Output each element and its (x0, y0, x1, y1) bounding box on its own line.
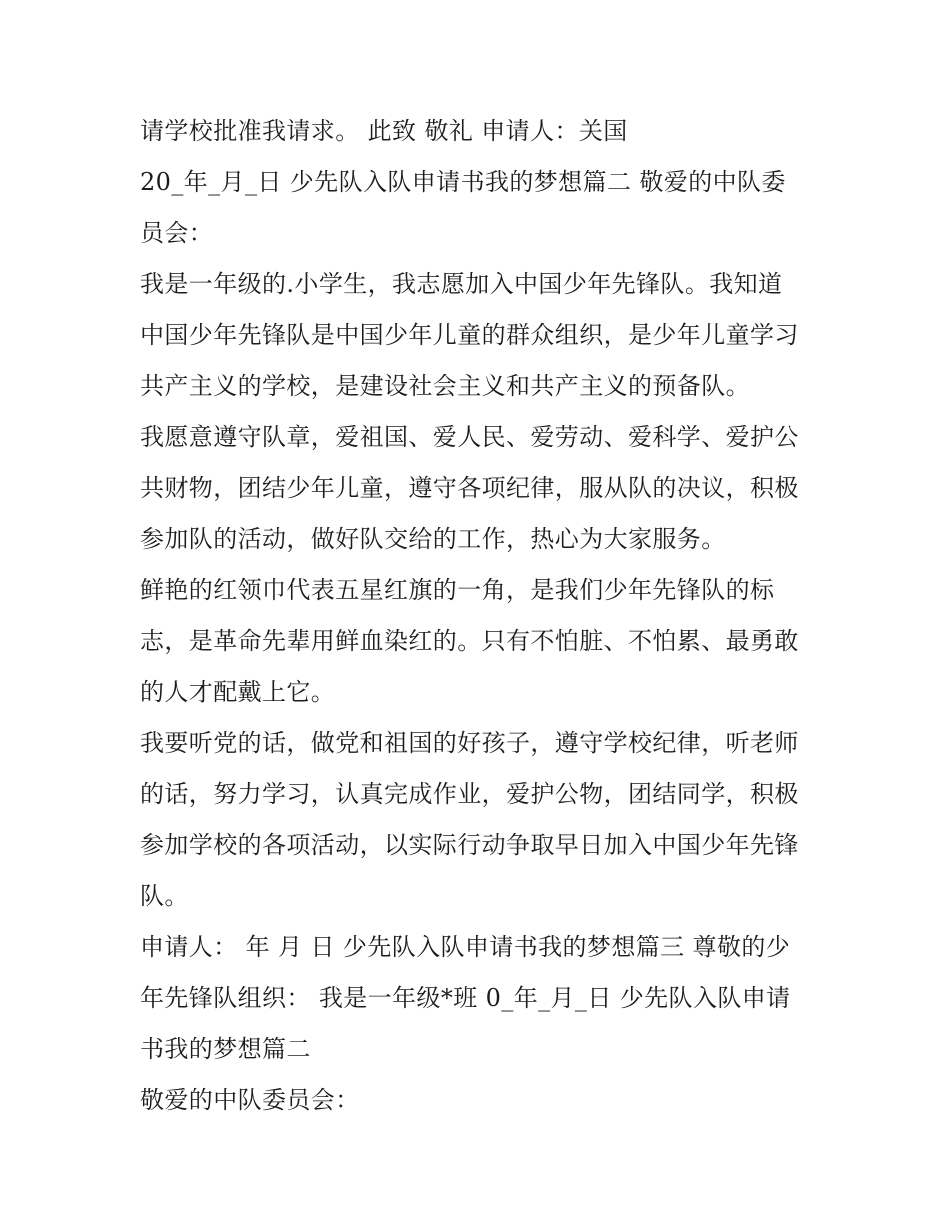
text-line: 共财物，团结少年儿童，遵守各项纪律，服从队的决议，积极 (140, 474, 799, 502)
text-line: 我愿意遵守队章，爱祖国、爱人民、爱劳动、爱科学、爱护公 (140, 423, 799, 451)
text-line: 参加队的活动，做好队交给的工作，热心为大家服务。 (140, 525, 726, 553)
text-line: 20_年_月_日 少先队入队申请书我的梦想篇二 敬爱的中队委 (140, 168, 786, 196)
text-line: 我要听党的话，做党和祖国的好孩子，遵守学校纪律，听老师 (140, 729, 799, 757)
text-line: 鲜艳的红领巾代表五星红旗的一角，是我们少年先锋队的标 (140, 576, 775, 604)
text-line: 参加学校的各项活动，以实际行动争取早日加入中国少年先锋 (140, 831, 799, 859)
text-line: 志，是革命先辈用鲜血染红的。只有不怕脏、不怕累、最勇敢 (140, 627, 799, 655)
text-line: 年先锋队组织： 我是一年级*班 0_年_月_日 少先队入队申请 (140, 984, 791, 1012)
text-line: 书我的梦想篇二 (140, 1035, 311, 1063)
text-line: 队。 (140, 882, 189, 910)
text-line: 员会： (140, 219, 214, 247)
text-line: 中国少年先锋队是中国少年儿童的群众组织，是少年儿童学习 (140, 321, 799, 349)
text-line: 共产主义的学校，是建设社会主义和共产主义的预备队。 (140, 372, 750, 400)
document-body (140, 106, 820, 1126)
text-line: 请学校批准我请求。 此致 敬礼 申请人：关国 (140, 117, 628, 145)
text-line: 敬爱的中队委员会： (140, 1086, 360, 1114)
text-line: 申请人： 年 月 日 少先队入队申请书我的梦想篇三 尊敬的少 (140, 933, 791, 961)
text-line: 的话，努力学习，认真完成作业，爱护公物，团结同学，积极 (140, 780, 799, 808)
text-line: 的人才配戴上它。 (140, 678, 336, 706)
text-line: 我是一年级的.小学生，我志愿加入中国少年先锋队。我知道 (140, 270, 783, 298)
